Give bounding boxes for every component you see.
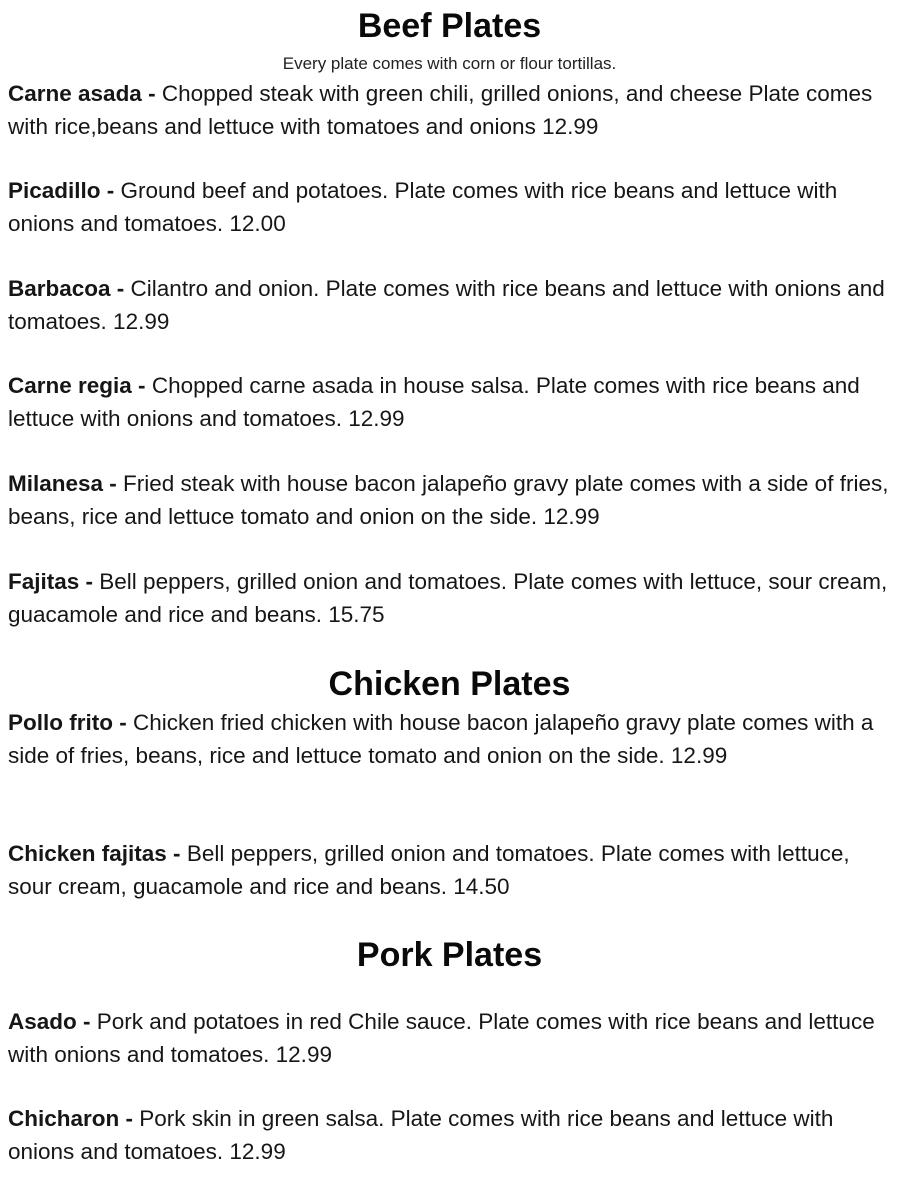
item-description: Chopped carne asada in house salsa. Plate comes with rice beans and lettuce with onions and tomatoes. 12.99	[8, 373, 860, 431]
item-name: Carne regia -	[8, 373, 146, 398]
item-description: Pork and potatoes in red Chile sauce. Plate comes with rice beans and lettuce with onions and tomatoes. 12.99	[8, 1009, 875, 1067]
item-name: Barbacoa -	[8, 276, 125, 301]
item-name: Asado -	[8, 1009, 91, 1034]
menu-item-chicken-fajitas	[8, 838, 893, 903]
menu-item-chicharon	[8, 1103, 893, 1168]
item-description: Chopped steak with green chili, grilled onions, and cheese Plate comes with rice,beans and lettuce with tomatoes and onions 12.99	[8, 81, 873, 139]
item-name: Carne asada -	[8, 81, 156, 106]
section-title-beef: Beef Plates	[357, 7, 542, 45]
menu-item-pollo-frito	[8, 707, 893, 772]
item-name: Milanesa -	[8, 471, 117, 496]
item-description: Bell peppers, grilled onion and tomatoes. Plate comes with lettuce, sour cream, guacamole and rice and beans. 14.50	[8, 841, 850, 899]
menu-item-barbacoa	[8, 273, 893, 338]
item-name: Chicharon -	[8, 1106, 134, 1131]
item-description: Ground beef and potatoes. Plate comes with rice beans and lettuce with onions and tomatoes. 12.00	[8, 178, 838, 236]
menu-item-carne-asada	[8, 78, 893, 143]
section-subtitle-beef: Every plate comes with corn or flour tortillas.	[282, 54, 617, 73]
item-name: Chicken fajitas -	[8, 841, 181, 866]
item-description: Fried steak with house bacon jalapeño gravy plate comes with a side of fries, beans, rice and lettuce tomato and onion on the side. 12.99	[8, 471, 889, 529]
item-description: Chicken fried chicken with house bacon jalapeño gravy plate comes with a side of fries, beans, rice and lettuce tomato and onion on the side. 12.99	[8, 710, 874, 768]
item-name: Picadillo -	[8, 178, 115, 203]
menu-item-milanesa	[8, 468, 893, 533]
menu-item-fajitas	[8, 566, 893, 631]
menu-item-asado	[8, 1006, 893, 1071]
item-description: Pork skin in green salsa. Plate comes with rice beans and lettuce with onions and tomatoes. 12.99	[8, 1106, 834, 1164]
item-name: Fajitas -	[8, 569, 94, 594]
item-description: Bell peppers, grilled onion and tomatoes. Plate comes with lettuce, sour cream, guacamole and rice and beans. 15.75	[8, 569, 888, 627]
section-title-pork: Pork Plates	[356, 936, 543, 974]
section-title-chicken: Chicken Plates	[328, 665, 571, 703]
item-name: Pollo frito -	[8, 710, 127, 735]
menu-item-picadillo	[8, 175, 893, 240]
item-description: Cilantro and onion. Plate comes with rice beans and lettuce with onions and tomatoes. 12.99	[8, 276, 885, 334]
menu-item-carne-regia	[8, 370, 893, 435]
